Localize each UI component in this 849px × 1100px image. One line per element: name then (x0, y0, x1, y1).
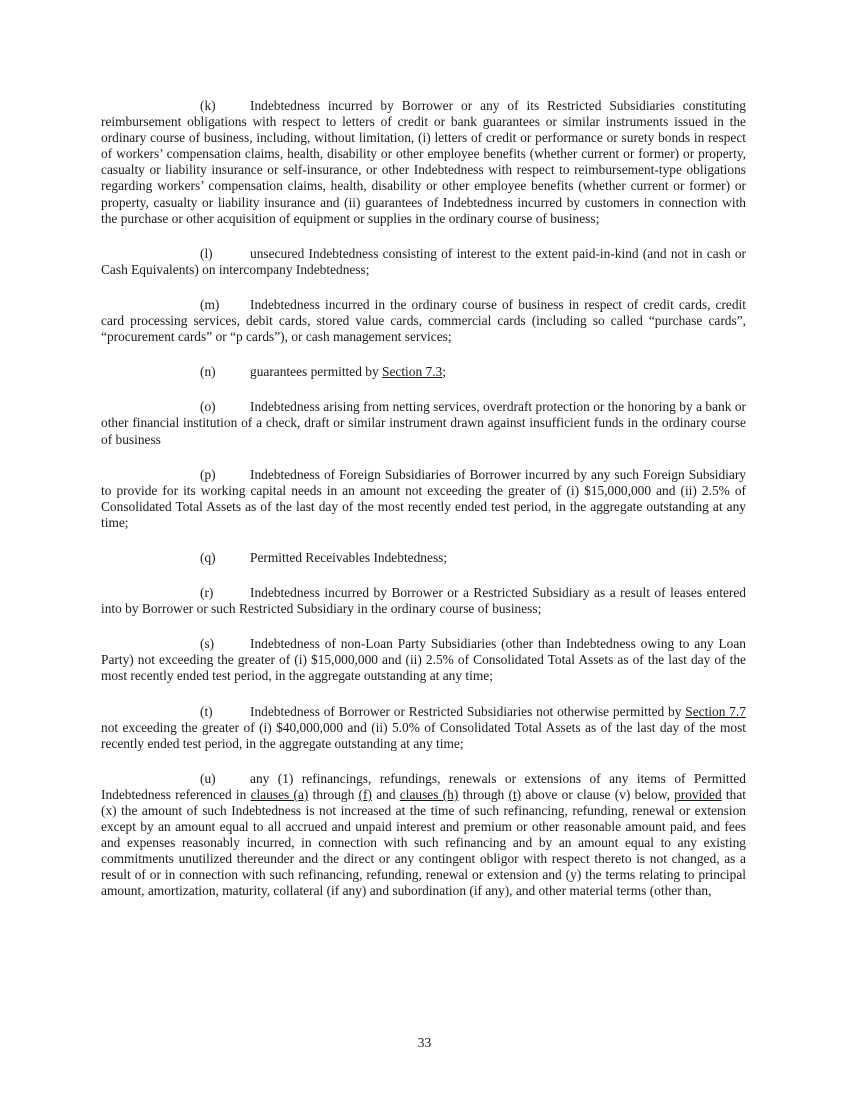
clause-text: through (458, 786, 509, 802)
clause-text: any (1) refinancings, refundings, renewals or extensions of any items of Permitted Indebtedness referenced in (101, 770, 746, 802)
clause-l (101, 246, 746, 278)
clause-label: (k) (200, 98, 216, 113)
clause-text: not exceeding the greater of (i) $40,000,000 and (ii) 5.0% of Consolidated Total Assets as of the last day of the most recently ended test period, in the aggregate outstanding at any time; (101, 719, 746, 751)
clause-text: Indebtedness incurred by Borrower or any of its Restricted Subsidiaries constituting reimbursement obligations with respect to letters of credit or bank guarantees or similar instruments issued in the ordinary course of business, including, without limitation, (i) letters of credit or performance or surety bonds in respect of workers’ compensation claims, health, disability or other employee benefits (whether current or former) or property, casualty or liability insurance or self-insurance, or other Indebtedness with respect to reimbursement-type obligations regarding workers’ compensation claims, health, disability or other employee benefits (whether current or former) or property, casualty or liability insurance and (ii) guarantees of Indebtedness incurred by customers in connection with the purchase or other acquisition of equipment or supplies in the ordinary course of business; (101, 98, 746, 226)
clause-text: guarantees permitted by (250, 364, 382, 380)
clause-n (101, 364, 746, 380)
clause-text: Permitted Receivables Indebtedness; (250, 549, 448, 565)
clause-text: Indebtedness of non-Loan Party Subsidiaries (other than Indebtedness owing to any Loan Party) not exceeding the greater of (i) $15,000,000 and (ii) 2.5% of Consolidated Total Assets as of the last day of the most recently ended test period, in the aggregate outstanding at any time; (101, 636, 746, 684)
clause-text: Indebtedness incurred by Borrower or a Restricted Subsidiary as a result of leases entered into by Borrower or such Restricted Subsidiary in the ordinary course of business; (101, 585, 746, 617)
clause-label: (q) (200, 549, 216, 565)
clause-label: (t) (200, 703, 213, 719)
clause-label: (o) (200, 399, 216, 415)
clause-k (101, 98, 746, 227)
clause-t (101, 704, 746, 752)
clause-label: (s) (200, 636, 215, 652)
clause-text: through (308, 786, 359, 802)
clause-reference-link[interactable]: (t) (508, 786, 522, 802)
clause-text: ; (442, 364, 446, 380)
clause-u (101, 771, 746, 900)
provided-term: provided (674, 786, 722, 802)
clause-m (101, 297, 746, 345)
section-reference-link[interactable]: Section 7.7 (685, 703, 746, 719)
clause-s (101, 636, 746, 684)
clause-reference-link[interactable]: (f) (358, 786, 372, 802)
clause-text: Indebtedness of Borrower or Restricted Subsidiaries not otherwise permitted by (250, 703, 686, 719)
clause-p (101, 467, 746, 531)
clause-reference-link[interactable]: clauses (a) (250, 786, 309, 802)
clause-q (101, 550, 746, 566)
clause-text: unsecured Indebtedness consisting of interest to the extent paid-in-kind (and not in cash or Cash Equivalents) on intercompany Indebtedness; (101, 245, 746, 277)
page-number: 33 (417, 1035, 432, 1050)
clause-label: (m) (200, 296, 220, 312)
clause-label: (n) (200, 364, 216, 380)
document-body (101, 98, 746, 919)
clause-r (101, 585, 746, 617)
clause-label: (u) (200, 770, 216, 786)
clause-text: that (x) the amount of such Indebtedness is not increased at the time of such refinancing, refunding, renewal or extension except by an amount equal to all accrued and unpaid interest and premium or other reasonable amount paid, and fees and expenses reasonably incurred, in connection with such refinancing and by an amount equal to any existing commitments unutilized thereunder and the direct or any contingent obligor with respect thereto is not changed, as a result of or in connection with such refinancing, refunding, renewal or extension and (y) the terms relating to principal amount, amortization, maturity, collateral (if any) and subordination (if any), and other material terms (other than, (101, 786, 747, 899)
clause-label: (p) (200, 466, 216, 482)
clause-text: above or clause (v) below, (521, 786, 675, 802)
clause-label: (l) (200, 245, 213, 261)
clause-reference-link[interactable]: clauses (h) (399, 786, 459, 802)
clause-text: Indebtedness incurred in the ordinary course of business in respect of credit cards, credit card processing services, debit cards, stored value cards, commercial cards (including so called “purchase cards”, “procurement cards” or “p cards”), or cash management services; (101, 296, 746, 345)
clause-text: and (371, 786, 400, 802)
clause-label: (r) (200, 585, 214, 601)
clause-text: Indebtedness of Foreign Subsidiaries of Borrower incurred by any such Foreign Subsidiary to provide for its working capital needs in an amount not exceeding the greater of (i) $15,000,000 and (ii) 2.5% of Consolidated Total Assets as of the last day of the most recently ended test period, in the aggregate outstanding at any time; (101, 466, 746, 530)
clause-text: Indebtedness arising from netting services, overdraft protection or the honoring by a bank or other financial institution of a check, draft or similar instrument drawn against insufficient funds in the ordinary course of business (101, 399, 746, 447)
clause-o (101, 399, 746, 447)
section-reference-link[interactable]: Section 7.3 (382, 364, 443, 380)
